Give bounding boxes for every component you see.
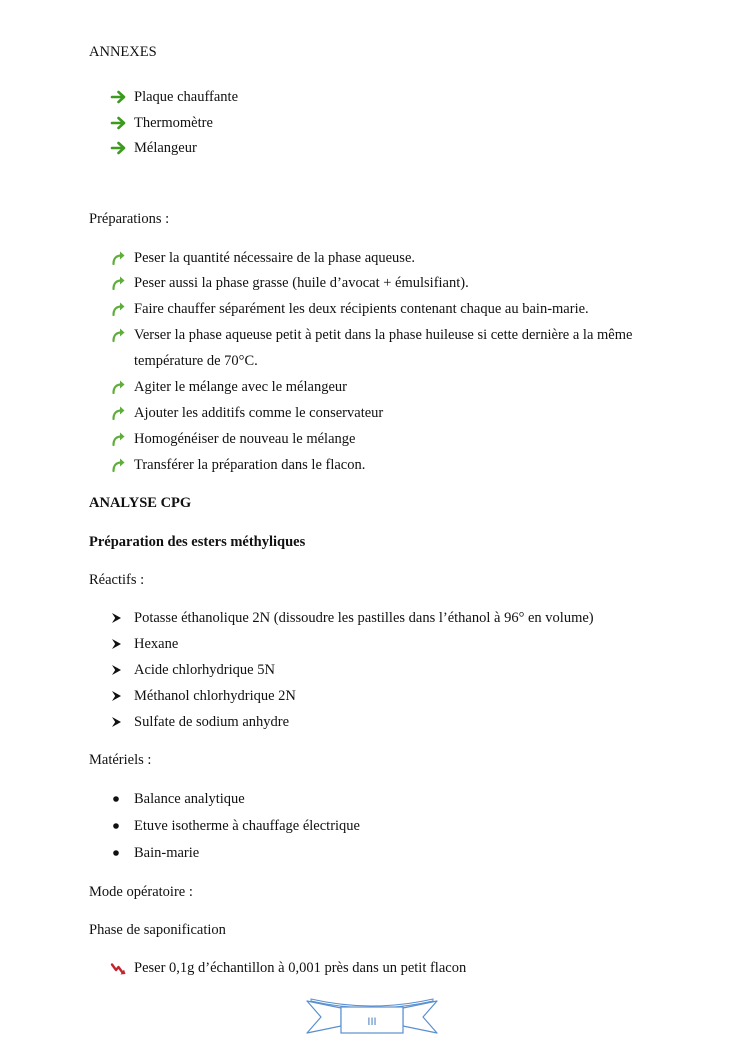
materiels-heading: Matériels :: [89, 752, 152, 768]
list-item-label: Plaque chauffante: [134, 89, 239, 105]
list-item-label: Thermomètre: [134, 115, 213, 131]
curved-arrow-icon: [110, 404, 130, 422]
bullet-dot-icon: [110, 817, 130, 835]
curved-arrow-icon: [110, 430, 130, 448]
phase-heading: Phase de saponification: [89, 922, 226, 938]
list-item-label: Bain-marie: [134, 845, 200, 861]
esters-heading: Préparation des esters méthyliques: [89, 534, 306, 550]
page-footer: [305, 997, 439, 1037]
list-item-label: Acide chlorhydrique 5N: [134, 662, 275, 678]
list-item-label: Agiter le mélange avec le mélangeur: [134, 379, 347, 395]
list-item-label: Ajouter les additifs comme le conservateur: [134, 405, 384, 421]
arrow-right-icon: [110, 139, 130, 157]
list-item-label: Peser aussi la phase grasse (huile d’avocat + émulsifiant).: [134, 275, 469, 291]
red-zigzag-arrow-icon: [110, 959, 130, 977]
reactifs-heading: Réactifs :: [89, 572, 145, 588]
arrowhead-bullet-icon: [110, 713, 130, 731]
list-item-label: Transférer la préparation dans le flacon.: [134, 457, 366, 473]
list-item-label: Homogénéiser de nouveau le mélange: [134, 431, 356, 447]
list-item-label: Peser la quantité nécessaire de la phase aqueuse.: [134, 250, 416, 266]
curved-arrow-icon: [110, 326, 130, 344]
list-item-label: Verser la phase aqueuse petit à petit dans la phase huileuse si cette dernière a la même: [134, 327, 633, 343]
bullet-dot-icon: [110, 844, 130, 862]
curved-arrow-icon: [110, 274, 130, 292]
preparations-heading: Préparations :: [89, 211, 170, 227]
list-item-label: Faire chauffer séparément les deux récipients contenant chaque au bain-marie.: [134, 301, 589, 317]
arrowhead-bullet-icon: [110, 635, 130, 653]
list-item-label: Potasse éthanolique 2N (dissoudre les pastilles dans l’éthanol à 96° en volume): [134, 610, 594, 626]
annexes-heading: ANNEXES: [89, 44, 157, 60]
arrow-right-icon: [110, 88, 130, 106]
mode-heading: Mode opératoire :: [89, 884, 193, 900]
arrowhead-bullet-icon: [110, 609, 130, 627]
list-item-continuation: température de 70°C.: [134, 353, 258, 369]
analyse-heading: ANALYSE CPG: [89, 495, 192, 511]
curved-arrow-icon: [110, 456, 130, 474]
arrow-right-icon: [110, 114, 130, 132]
curved-arrow-icon: [110, 378, 130, 396]
curved-arrow-icon: [110, 249, 130, 267]
list-item-label: Sulfate de sodium anhydre: [134, 714, 290, 730]
page-number: III: [367, 1016, 377, 1028]
list-item-label: Mélangeur: [134, 140, 197, 156]
list-item-label: Balance analytique: [134, 791, 245, 807]
list-item-label: Peser 0,1g d’échantillon à 0,001 près dans un petit flacon: [134, 960, 467, 976]
arrowhead-bullet-icon: [110, 687, 130, 705]
arrowhead-bullet-icon: [110, 661, 130, 679]
bullet-dot-icon: [110, 790, 130, 808]
curved-arrow-icon: [110, 300, 130, 318]
list-item-label: Méthanol chlorhydrique 2N: [134, 688, 296, 704]
list-item-label: Hexane: [134, 636, 179, 652]
list-item-label: Etuve isotherme à chauffage électrique: [134, 818, 360, 834]
